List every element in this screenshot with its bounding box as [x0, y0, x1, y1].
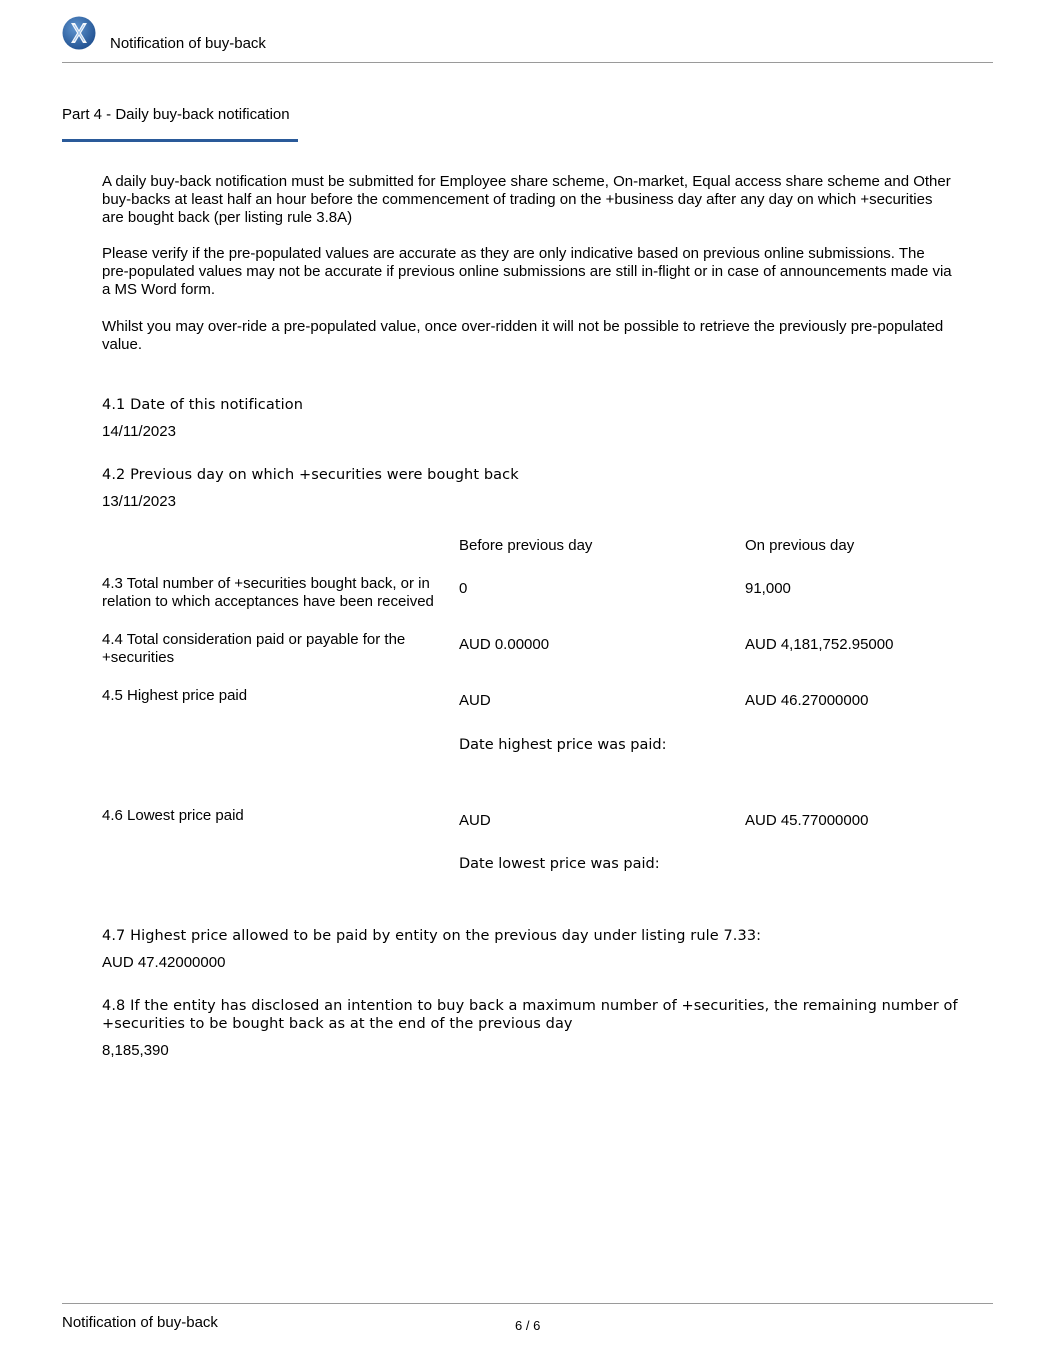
col-header-before: Before previous day [459, 537, 593, 554]
r43-label: 4.3 Total number of +securities bought back, or in relation to which acceptances have been received [102, 575, 434, 610]
r43-on: 91,000 [745, 580, 791, 597]
r45-label: 4.5 Highest price paid [102, 687, 248, 704]
intro-paragraph-2: Please verify if the pre-populated values are accurate as they are only indicative based on previous online submissions. The pre-populated values may not be accurate if previous online submissions are still in-flight or in case of announcements made via a MS Word form. [102, 245, 952, 298]
part-title: Part 4 - Daily buy-back notification [62, 106, 290, 123]
intro-paragraph-1: A daily buy-back notification must be submitted for Employee share scheme, On-market, Equal access share scheme and Other buy-backs at least half an hour before the commencement of trading on the +business day after any day on which +securities are bought back (per listing rule 3.8A) [102, 173, 951, 226]
r45-before: AUD [459, 692, 491, 709]
col-header-on: On previous day [745, 537, 855, 554]
r46-date-label: Date lowest price was paid: [459, 856, 660, 872]
q48-value: 8,185,390 [102, 1042, 169, 1059]
q41-value: 14/11/2023 [102, 423, 176, 440]
header-title: Notification of buy-back [110, 35, 266, 52]
page-number: 6 / 6 [515, 1318, 541, 1333]
q47-label: 4.7 Highest price allowed to be paid by entity on the previous day under listing rule 7.33: [102, 928, 762, 944]
asx-logo-icon [62, 16, 96, 50]
r43-before: 0 [459, 580, 468, 597]
page-header [62, 16, 993, 63]
part-title-underline [62, 139, 298, 142]
r44-label: 4.4 Total consideration paid or payable for the +securities [102, 631, 406, 666]
r45-date-label: Date highest price was paid: [459, 737, 667, 753]
r44-before: AUD 0.00000 [459, 636, 550, 653]
r45-on: AUD 46.27000000 [745, 692, 869, 709]
r46-on: AUD 45.77000000 [745, 812, 869, 829]
q42-value: 13/11/2023 [102, 493, 176, 510]
q42-label: 4.2 Previous day on which +securities were bought back [102, 467, 519, 483]
footer-title: Notification of buy-back [62, 1314, 218, 1331]
q48-label: 4.8 If the entity has disclosed an intention to buy back a maximum number of +securities, the remaining number of +securities to be bought back as at the end of the previous day [102, 998, 958, 1032]
r46-before: AUD [459, 812, 491, 829]
r44-on: AUD 4,181,752.95000 [745, 636, 894, 653]
q41-label: 4.1 Date of this notification [102, 397, 304, 413]
footer-rule [62, 1303, 993, 1304]
intro-paragraph-3: Whilst you may over-ride a pre-populated value, once over-ridden it will not be possible to retrieve the previously pre-populated value. [102, 318, 944, 353]
r46-label: 4.6 Lowest price paid [102, 807, 244, 824]
q47-value: AUD 47.42000000 [102, 954, 226, 971]
